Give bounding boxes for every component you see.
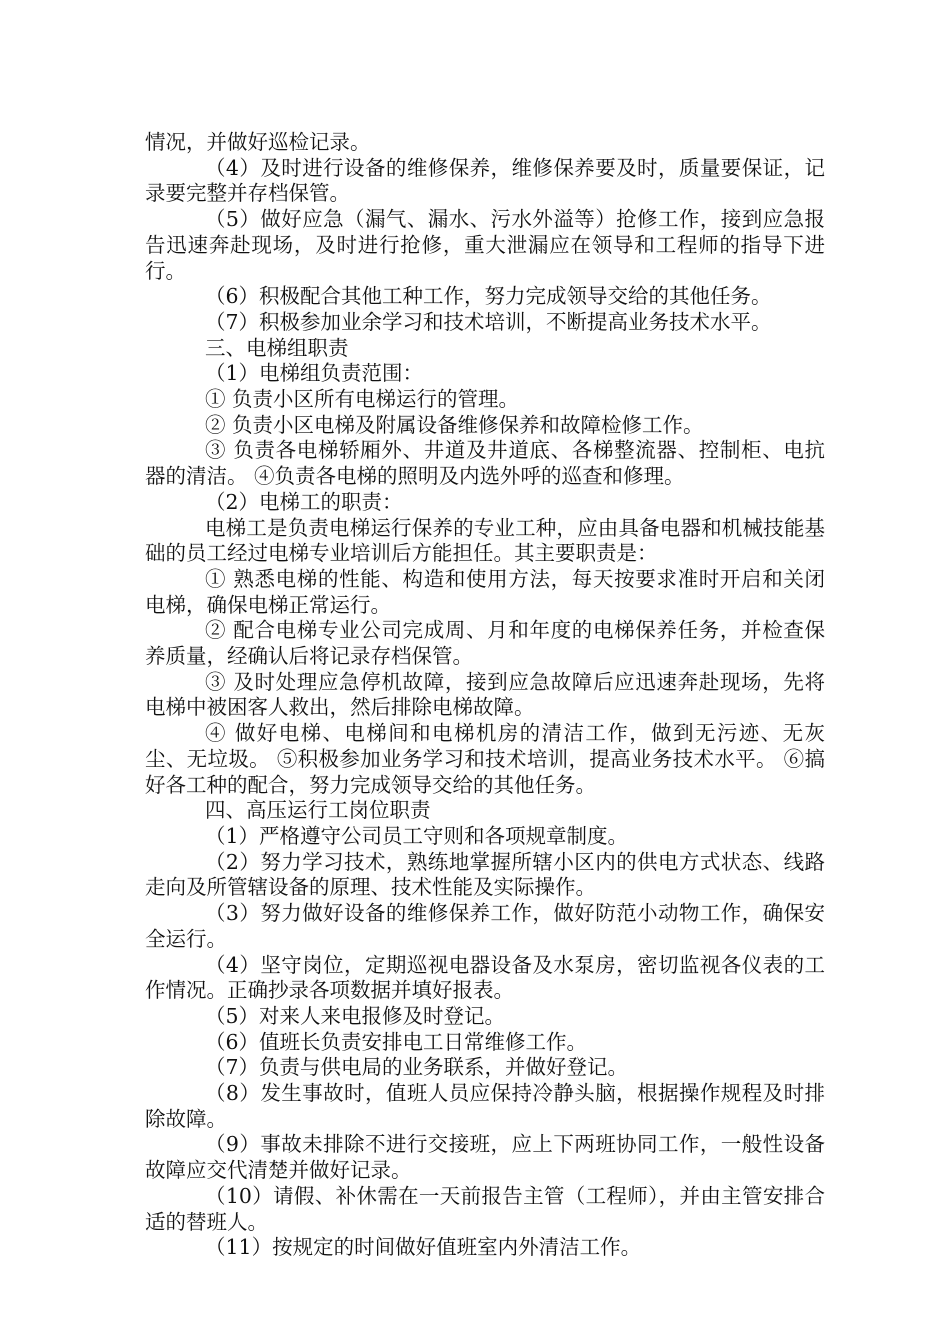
paragraph-14: ② 配合电梯专业公司完成周、月和年度的电梯保养任务，并检查保养质量，经确认后将记录存档保管。 [145,618,825,669]
paragraph-28: （11）按规定的时间做好值班室内外清洁工作。 [205,1235,642,1260]
paragraph-13: ① 熟悉电梯的性能、构造和使用方法，每天按要求准时开启和关闭电梯，确保电梯正常运行。 [145,566,825,617]
paragraph-27: （10）请假、补休需在一天前报告主管（工程师），并由主管安排合适的替班人。 [145,1183,825,1234]
document-page [145,130,825,1261]
paragraph-26: （9）事故未排除不进行交接班，应上下两班协同工作，一般性设备故障应交代清楚并做好记录。 [145,1132,825,1183]
paragraph-22: （5）对来人来电报修及时登记。 [205,1003,506,1028]
paragraph-24: （7）负责与供电局的业务联系，并做好登记。 [205,1055,629,1080]
paragraph-25: （8）发生事故时，值班人员应保持冷静头脑，根据操作规程及时排除故障。 [145,1081,825,1131]
paragraph-12: 电梯工是负责电梯运行保养的专业工种，应由具备电器和机械技能基础的员工经过电梯专业培训后方能担任。其主要职责是： [145,515,825,566]
paragraph-2: （4）及时进行设备的维修保养，维修保养要及时，质量要保证，记录要完整并存档保管。 [145,155,825,206]
paragraph-21: （4）坚守岗位，定期巡视电器设备及水泵房，密切监视各仪表的工作情况。正确抄录各项数据并填好报表。 [145,952,825,1003]
paragraph-8: ① 负责小区所有电梯运行的管理。 [205,387,520,412]
paragraph-7: （1）电梯组负责范围： [205,361,424,386]
paragraph-19: （2）努力学习技术，熟练地掌握所辖小区内的供电方式状态、线路走向及所管辖设备的原理、技术性能及实际操作。 [145,849,825,900]
paragraph-9: ② 负责小区电梯及附属设备维修保养和故障检修工作。 [205,412,704,437]
paragraph-3: （5）做好应急（漏气、漏水、污水外溢等）抢修工作，接到应急报告迅速奔赴现场，及时进行抢修，重大泄漏应在领导和工程师的指导下进行。 [145,207,825,283]
paragraph-23: （6）值班长负责安排电工日常维修工作。 [205,1029,588,1054]
paragraph-5: （7）积极参加业余学习和技术培训，不断提高业务技术水平。 [205,309,772,334]
section-heading-high-voltage: 四、高压运行工岗位职责 [205,798,431,823]
paragraph-11: （2）电梯工的职责： [205,489,403,514]
section-heading-elevator: 三、电梯组职责 [205,335,349,360]
paragraph-16: ④ 做好电梯、电梯间和电梯机房的清洁工作，做到无污迹、无灰尘、无垃圾。 ⑤积极参加业务学习和技术培训，提高业务技术水平。 ⑥搞好各工种的配合，努力完成领导交给的其他任务。 [145,721,825,797]
paragraph-15: ③ 及时处理应急停机故障，接到应急故障后应迅速奔赴现场，先将电梯中被困客人救出，然后排除电梯故障。 [145,669,825,720]
paragraph-18: （1）严格遵守公司员工守则和各项规章制度。 [205,823,629,848]
paragraph-4: （6）积极配合其他工种工作，努力完成领导交给的其他任务。 [205,284,772,309]
paragraph-10: ③ 负责各电梯轿厢外、井道及井道底、各梯整流器、控制柜、电抗器的清洁。 ④负责各电梯的照明及内选外呼的巡查和修理。 [145,438,825,489]
paragraph-20: （3）努力做好设备的维修保养工作，做好防范小动物工作，确保安全运行。 [145,901,825,951]
paragraph-1: 情况，并做好巡检记录。 [145,130,371,154]
